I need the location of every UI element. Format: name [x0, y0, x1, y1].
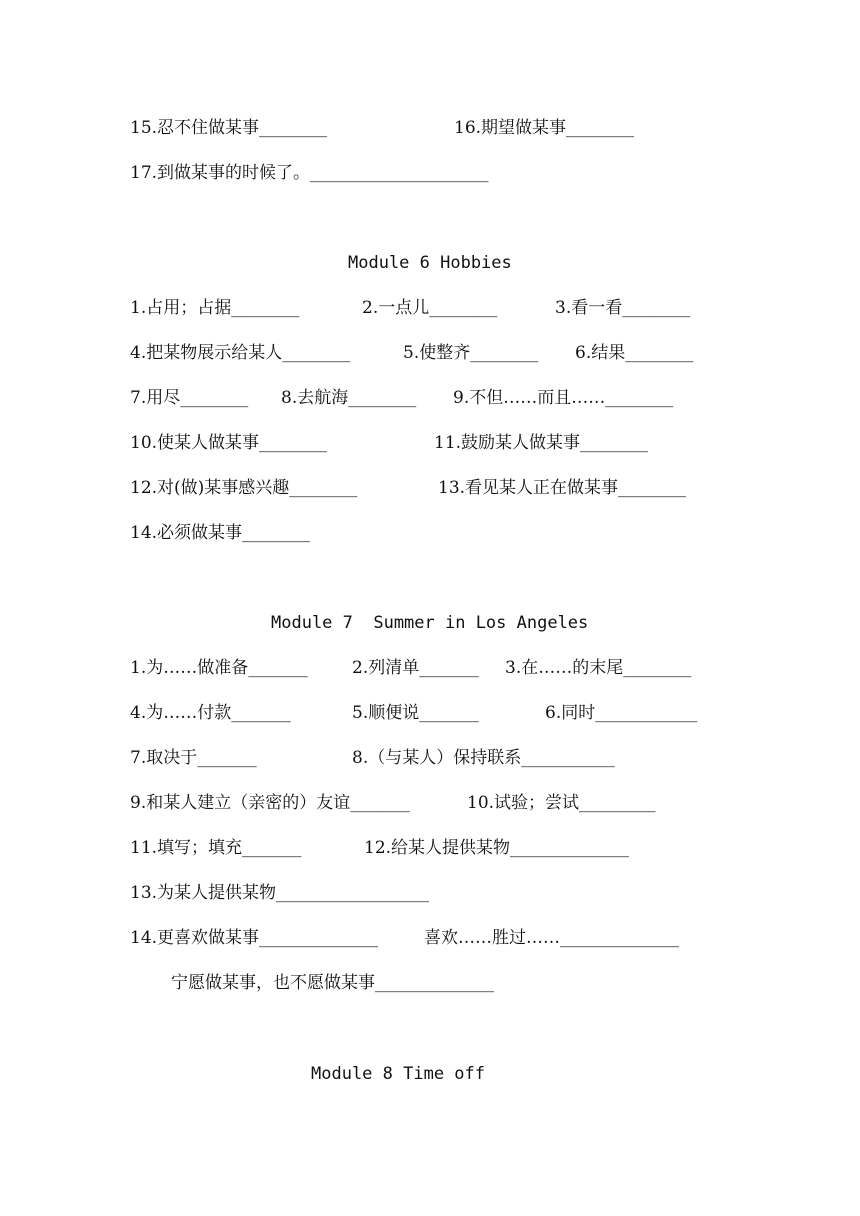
item-17: 17.到做某事的时候了。_____________________ — [130, 163, 489, 183]
m6-item-5: 5.使整齐________ — [403, 343, 539, 363]
m7-item-11: 11.填写；填充_______ — [130, 838, 302, 858]
m6-item-8: 8.去航海________ — [281, 388, 417, 408]
m6-item-11: 11.鼓励某人做某事________ — [434, 433, 649, 453]
m6-item-7: 7.用尽________ — [130, 388, 249, 408]
m6-item-3: 3.看一看________ — [555, 298, 691, 318]
m6-item-9: 9.不但……而且……________ — [453, 388, 674, 408]
m7-item-13: 13.为某人提供某物__________________ — [130, 883, 430, 903]
m7-item-3: 3.在……的末尾________ — [505, 658, 692, 678]
m7-item-5: 5.顺便说_______ — [352, 703, 479, 723]
m7-item-10: 10.试验；尝试_________ — [467, 793, 656, 813]
m6-item-6: 6.结果________ — [575, 343, 694, 363]
m7-item-14c: 宁愿做某事，也不愿做某事______________ — [171, 973, 494, 993]
m7-item-9: 9.和某人建立（亲密的）友谊_______ — [130, 793, 410, 813]
m6-item-2: 2.一点儿________ — [362, 298, 498, 318]
m7-item-6: 6.同时____________ — [545, 703, 698, 723]
m6-item-1: 1.占用；占据________ — [130, 298, 300, 318]
m6-item-13: 13.看见某人正在做某事________ — [438, 478, 687, 498]
m6-item-10: 10.使某人做某事________ — [130, 433, 328, 453]
m7-item-14a: 14.更喜欢做某事______________ — [130, 928, 379, 948]
m7-item-14b: 喜欢……胜过……______________ — [424, 928, 679, 948]
item-16: 16.期望做某事________ — [454, 118, 635, 138]
m7-item-12: 12.给某人提供某物______________ — [364, 838, 630, 858]
m7-item-1: 1.为……做准备_______ — [130, 658, 308, 678]
m7-item-8: 8.（与某人）保持联系___________ — [352, 748, 615, 768]
m6-item-12: 12.对(做)某事感兴趣________ — [130, 478, 358, 498]
m6-item-14: 14.必须做某事________ — [130, 523, 311, 543]
module-7-heading: Module 7 Summer in Los Angeles — [271, 613, 589, 633]
m7-item-2: 2.列清单_______ — [352, 658, 479, 678]
m6-item-4: 4.把某物展示给某人________ — [130, 343, 351, 363]
m7-item-7: 7.取决于_______ — [130, 748, 257, 768]
m7-item-4: 4.为……付款_______ — [130, 703, 291, 723]
item-15: 15.忍不住做某事________ — [130, 118, 328, 138]
module-8-heading: Module 8 Time off — [311, 1064, 485, 1084]
module-6-heading: Module 6 Hobbies — [348, 253, 512, 273]
